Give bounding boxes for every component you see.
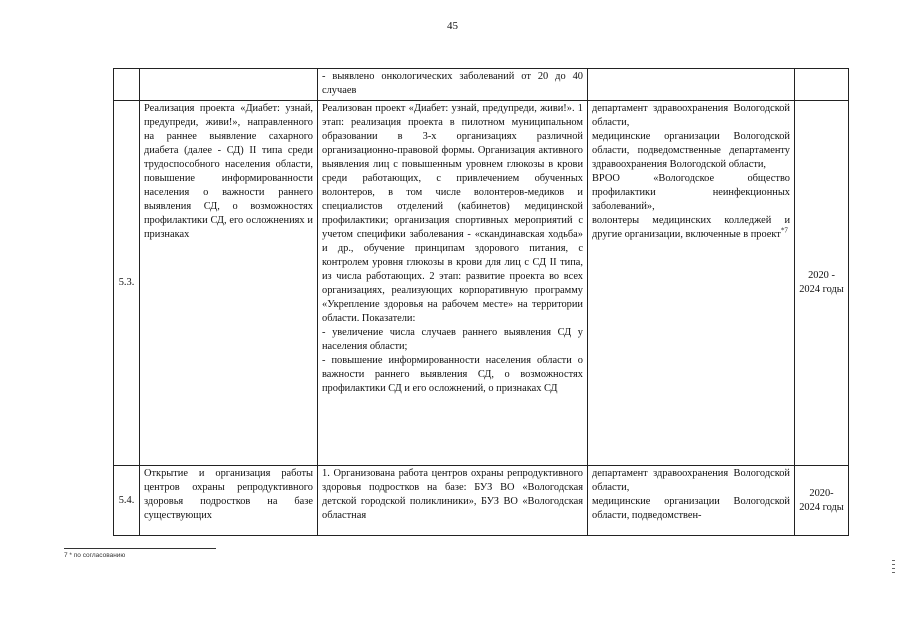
responsible-text: департамент здравоохранения Вологодской области, медицинские организации Вологодской области, подведомственные департаменту здравоохранения Вологодской области, ВРОО «Вологодское общество профилактики неинфекционных заболеваний», волонтеры медицинских колледжей и другие организации, включенные в проект [592, 103, 790, 240]
scan-margin-marks [891, 560, 897, 580]
description-cell: Реализация проекта «Диабет: узнай, предупреди, живи!», направленного на раннее выявление сахарного диабета (далее - СД) II типа среди трудоспособного населения области, повышение информированности населения о важности раннего выявления СД, о возможностях профилактики СД, его осложнениях и признаках [140, 101, 318, 466]
page-number: 45 [447, 20, 458, 32]
program-table [113, 68, 849, 536]
responsible-cell [588, 69, 795, 101]
row-number-cell: 5.4. [114, 466, 140, 536]
result-cell: 1. Организована работа центров охраны репродуктивного здоровья подростков на базе: БУЗ ВО «Вологодская детской городской поликлиники», БУЗ ВО «Вологодская областная [318, 466, 588, 536]
table-row-continuation [114, 69, 849, 101]
result-cell: - выявлено онкологических заболеваний от 20 до 40 случаев [318, 69, 588, 101]
result-paragraph: Реализован проект «Диабет: узнай, предупреди, живи!». 1 этап: реализация проекта в пилотном муниципальном образовании в 3-х организациях различной организационно-правовой формы. Организация активного выявления лиц с повышенным уровнем глюкозы в крови среди работающих, с привлечением обученных волонтеров, в том числе волонтеров-медиков и специалистов отделений (кабинетов) медицинской профилактики; организация спортивных мероприятий с учетом специфики заболевания - «скандинавская ходьба» и др., обучение принципам здорового питания, с контролем уровня глюкозы в крови для лиц с СД II типа, из числа работающих. 2 этап: развитие проекта во всех организациях, реализующих корпоративную программу «Укрепление здоровья на рабочем месте» на территории области. Показатели: [322, 103, 583, 324]
result-paragraph: - увеличение числа случаев раннего выявления СД у населения области; [322, 327, 583, 352]
responsible-cell [588, 101, 795, 466]
footnote-marker: *7 [780, 226, 788, 235]
period-cell: 2020 - 2024 годы [795, 101, 849, 466]
result-paragraph: - повышение информированности населения области о важности раннего выявления СД, о возможностях профилактики СД и его осложнений, о признаках СД [322, 355, 583, 394]
period-cell [795, 69, 849, 101]
table-row-5-4 [114, 466, 849, 536]
result-cell [318, 101, 588, 466]
row-number-cell [114, 69, 140, 101]
description-cell [140, 69, 318, 101]
table-row-5-3 [114, 101, 849, 466]
period-cell: 2020-2024 годы [795, 466, 849, 536]
responsible-cell: департамент здравоохранения Вологодской области, медицинские организации Вологодской области, подведомствен- [588, 466, 795, 536]
footnote-divider [64, 548, 216, 549]
footnote-text: 7 * по согласованию [64, 552, 126, 559]
description-cell: Открытие и организация работы центров охраны репродуктивного здоровья подростков на базе существующих [140, 466, 318, 536]
row-number-cell: 5.3. [114, 101, 140, 466]
